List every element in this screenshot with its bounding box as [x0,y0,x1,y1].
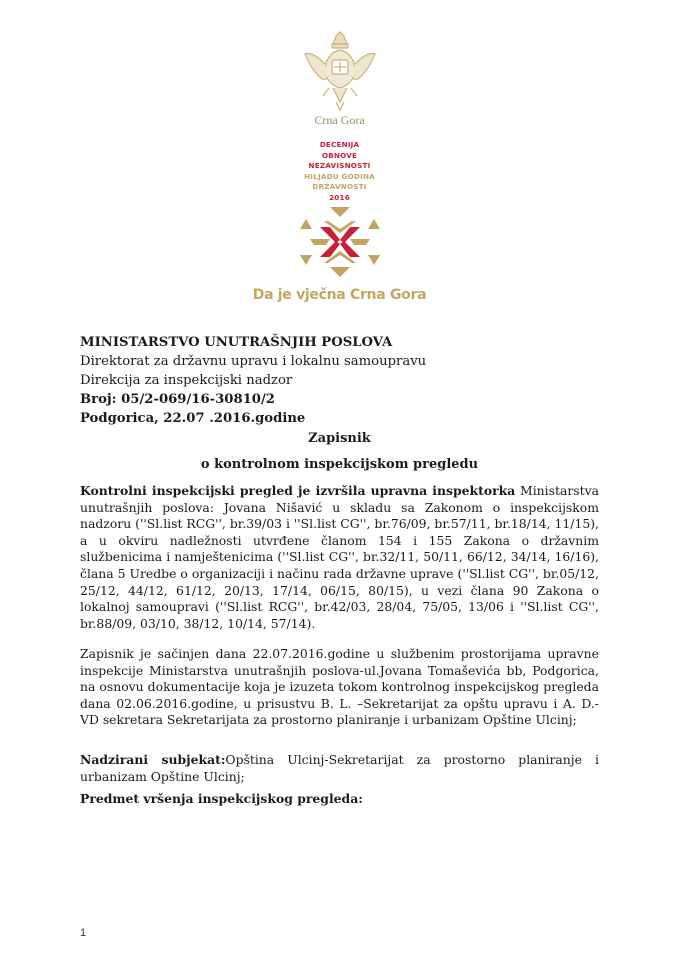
anniversary-star-icon [296,207,384,277]
paragraph-inspection-subject [80,791,599,808]
slogan-line: DECENIJA [319,140,360,149]
slogan-year: 2016 [329,192,350,202]
paragraph-lead: Kontrolni inspekcijski pregled je izvršila upravna inspektorka [80,483,516,498]
department-name: Direkcija za inspekcijski nadzor [80,373,293,388]
paragraph-body: Ministarstva unutrašnjih poslova: Jovana Nišavić u skladu sa Zakonom o inspekcijskom nadzoru (''Sl.list RCG'', br.39/03 i ''Sl.list CG'', br.76/09, br.57/11, br.18/14, 11/15), a u okviru nadležnosti utvrđene članom 154 i 155 Zakona o državnim službenicima i namještenicima (''Sl.list CG'', br.32/11, 50/11, 66/12, 34/14, 16/16), člana 5 Uredbe o organizaciji i načinu rada državne uprave (''Sl.list CG'', br.05/12, 25/12, 44/12, 61/12, 20/13, 17/14, 06/15, 80/15), u vezi člana 90 Zakona o lokalnoj samoupravi (''Sl.list RCG'', br.42/03, 28/04, 75/05, 13/06 i ''Sl.list CG'', br.88/09, 03/10, 38/12, 10/14, 57/14). [80,483,599,631]
montenegro-coat-of-arms-icon [303,30,377,112]
reference-number: Broj: 05/2-069/16-30810/2 [80,392,275,407]
slogan-line: HILJADU GODINA [304,171,375,181]
directorate-name: Direktorat za državnu upravu i lokalnu samoupravu [80,354,427,369]
slogan-line: DRŽAVNOSTI [312,182,367,192]
paragraph-record-details [80,646,599,729]
page-number: 1 [80,927,87,939]
place-date: Podgorica, 22.07 .2016.godine [80,411,306,426]
anniversary-slogan [0,140,679,204]
country-name: Crna Gora [314,113,365,127]
document-header [80,333,426,428]
paragraph-lead: Predmet vršenja inspekcijskog pregleda: [80,791,363,806]
slogan-line: NEZAVISNOSTI [308,161,371,171]
motto: Da je vječna Crna Gora [252,287,427,303]
slogan-line: OBNOVE [321,150,358,160]
paragraph-body: Zapisnik je sačinjen dana 22.07.2016.godine u službenim prostorijama upravne inspekcije Ministarstva unutrašnjih poslova-ul.Jovana Tomaševića bb, Podgorica, na osnovu dokumentacije koja je izuzeta tokom kontrolnog inspekcijskog pregleda dana 02.06.2016.godine, u prisustvu B. L. –Sekretarijat za opštu upravu i A. D.- VD sekretara Sekretarijata za prostorno planiranje i urbanizam Opštine Ulcinj; [80,646,599,728]
paragraph-lead: Nadzirani subjekat: [80,752,226,767]
paragraph-body: Opština Ulcinj-Sekretarijat za prostorno planiranje i urbanizam Opštine Ulcinj; [80,752,599,784]
paragraph-inspection-basis [80,483,599,632]
ministry-name: MINISTARSTVO UNUTRAŠNJIH POSLOVA [80,335,393,350]
paragraph-supervised-subject [80,752,599,785]
document-subtitle: o kontrolnom inspekcijskom pregledu [200,457,479,472]
document-title: Zapisnik [308,431,371,446]
